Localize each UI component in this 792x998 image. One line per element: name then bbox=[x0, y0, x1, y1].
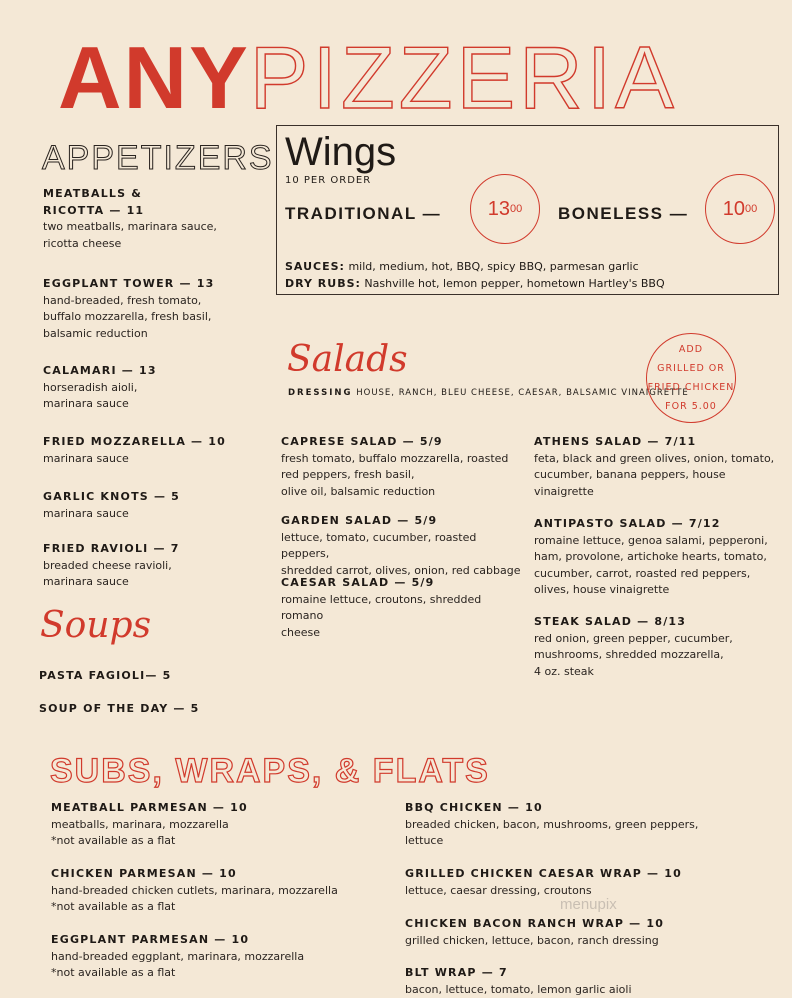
item-desc: mushrooms, shredded mozzarella, bbox=[534, 647, 779, 664]
item-name: BBQ CHICKEN — 10 bbox=[405, 800, 775, 817]
item-desc: grilled chicken, lettuce, bacon, ranch dressing bbox=[405, 933, 775, 950]
item-name: FRIED MOZZARELLA — 10 bbox=[43, 434, 263, 451]
boneless-price: 10 bbox=[723, 198, 745, 221]
menu-item bbox=[43, 363, 263, 413]
item-desc: balsamic reduction bbox=[43, 326, 263, 343]
item-name: GARDEN SALAD — 5/9 bbox=[281, 513, 526, 530]
rubs-list: Nashville hot, lemon pepper, hometown Hartley's BBQ bbox=[364, 277, 664, 290]
rubs-line bbox=[285, 277, 665, 290]
subs-heading: SUBS, WRAPS, & FLATS bbox=[50, 753, 490, 789]
item-desc: hand-breaded, fresh tomato, bbox=[43, 293, 263, 310]
menu-item bbox=[534, 434, 779, 500]
item-desc: marinara sauce bbox=[43, 574, 263, 591]
item-name: CALAMARI — 13 bbox=[43, 363, 263, 380]
item-desc: olive oil, balsamic reduction bbox=[281, 484, 526, 501]
item-name: GARLIC KNOTS — 5 bbox=[43, 489, 263, 506]
item-desc: ham, provolone, artichoke hearts, tomato, bbox=[534, 549, 779, 566]
item-desc: feta, black and green olives, onion, tomato, bbox=[534, 451, 779, 468]
item-desc: red onion, green pepper, cucumber, bbox=[534, 631, 779, 648]
item-desc: *not available as a flat bbox=[51, 899, 391, 916]
dressing-line bbox=[288, 388, 689, 398]
menu-item bbox=[281, 513, 526, 579]
appetizers-heading: APPETIZERS bbox=[42, 140, 274, 176]
traditional-price-circle bbox=[470, 174, 540, 244]
item-name: CHICKEN BACON RANCH WRAP — 10 bbox=[405, 916, 775, 933]
addon-line: FOR 5.00 bbox=[665, 397, 717, 416]
item-desc: hand-breaded chicken cutlets, marinara, mozzarella bbox=[51, 883, 391, 900]
item-name: CAPRESE SALAD — 5/9 bbox=[281, 434, 526, 451]
item-name: BLT WRAP — 7 bbox=[405, 965, 775, 982]
dressing-list: HOUSE, RANCH, BLEU CHEESE, CAESAR, BALSAMIC VINAIGRETTE bbox=[356, 388, 689, 398]
item-desc: cheese bbox=[281, 625, 526, 642]
item-desc: romaine lettuce, croutons, shredded romano bbox=[281, 592, 526, 625]
item-desc: horseradish aioli, bbox=[43, 380, 263, 397]
menu-item bbox=[405, 866, 775, 899]
wings-box bbox=[276, 125, 779, 295]
addon-line: GRILLED OR bbox=[657, 359, 725, 378]
item-name: MEATBALL PARMESAN — 10 bbox=[51, 800, 391, 817]
restaurant-name bbox=[58, 32, 678, 124]
item-desc: cucumber, carrot, roasted red peppers, bbox=[534, 566, 779, 583]
item-name: CAESAR SALAD — 5/9 bbox=[281, 575, 526, 592]
menu-item bbox=[43, 541, 263, 591]
wings-subtitle: 10 PER ORDER bbox=[285, 175, 371, 186]
sauces-list: mild, medium, hot, BBQ, spicy BBQ, parmesan garlic bbox=[348, 260, 638, 273]
menu-item bbox=[534, 516, 779, 599]
sauces-label: SAUCES: bbox=[285, 260, 345, 273]
soups-heading: Soups bbox=[40, 606, 151, 646]
item-desc: buffalo mozzarella, fresh basil, bbox=[43, 309, 263, 326]
item-desc: meatballs, marinara, mozzarella bbox=[51, 817, 391, 834]
item-desc: lettuce, tomato, cucumber, roasted peppers, bbox=[281, 530, 526, 563]
item-name: RICOTTA — 11 bbox=[43, 203, 263, 220]
menu-item bbox=[51, 932, 391, 982]
menu-item bbox=[51, 800, 391, 850]
item-desc: 4 oz. steak bbox=[534, 664, 779, 681]
item-desc: lettuce bbox=[405, 833, 775, 850]
menu-item bbox=[39, 668, 172, 685]
sauces-line bbox=[285, 260, 639, 273]
item-name: ANTIPASTO SALAD — 7/12 bbox=[534, 516, 779, 533]
rubs-label: DRY RUBS: bbox=[285, 277, 361, 290]
item-name: GRILLED CHICKEN CAESAR WRAP — 10 bbox=[405, 866, 775, 883]
item-desc: hand-breaded eggplant, marinara, mozzarella bbox=[51, 949, 391, 966]
item-desc: *not available as a flat bbox=[51, 965, 391, 982]
menu-item bbox=[405, 800, 775, 850]
item-desc: breaded chicken, bacon, mushrooms, green peppers, bbox=[405, 817, 775, 834]
salads-heading: Salads bbox=[287, 340, 408, 380]
wings-heading: Wings bbox=[285, 130, 396, 174]
brand-solid: ANY bbox=[58, 28, 250, 127]
boneless-price-circle bbox=[705, 174, 775, 244]
traditional-label: TRADITIONAL — bbox=[285, 204, 441, 224]
item-name: MEATBALLS & bbox=[43, 186, 263, 203]
item-name: CHICKEN PARMESAN — 10 bbox=[51, 866, 391, 883]
item-name: EGGPLANT PARMESAN — 10 bbox=[51, 932, 391, 949]
traditional-price: 13 bbox=[488, 198, 510, 221]
traditional-cents: 00 bbox=[510, 203, 522, 215]
item-name: FRIED RAVIOLI — 7 bbox=[43, 541, 263, 558]
menu-item bbox=[43, 434, 263, 467]
menu-item bbox=[281, 575, 526, 641]
item-desc: two meatballs, marinara sauce, bbox=[43, 219, 263, 236]
boneless-label: BONELESS — bbox=[558, 204, 688, 224]
menu-item bbox=[51, 866, 391, 916]
menu-item bbox=[43, 489, 263, 522]
menu-item bbox=[534, 614, 779, 680]
menu-item bbox=[405, 916, 775, 949]
brand-outline: PIZZERIA bbox=[250, 28, 678, 127]
menu-item bbox=[43, 276, 263, 342]
item-desc: *not available as a flat bbox=[51, 833, 391, 850]
item-name: ATHENS SALAD — 7/11 bbox=[534, 434, 779, 451]
boneless-cents: 00 bbox=[745, 203, 757, 215]
dressing-label: DRESSING bbox=[288, 388, 353, 398]
chicken-addon-badge bbox=[646, 333, 736, 423]
menu-item bbox=[281, 434, 526, 500]
item-desc: breaded cheese ravioli, bbox=[43, 558, 263, 575]
menu-item bbox=[43, 186, 263, 252]
item-desc: cucumber, banana peppers, house bbox=[534, 467, 779, 484]
item-desc: shredded carrot, olives, onion, red cabbage bbox=[281, 563, 526, 580]
item-desc: red peppers, fresh basil, bbox=[281, 467, 526, 484]
item-desc: marinara sauce bbox=[43, 396, 263, 413]
addon-line: ADD bbox=[679, 340, 703, 359]
item-desc: ricotta cheese bbox=[43, 236, 263, 253]
menu-item bbox=[39, 701, 200, 718]
item-desc: fresh tomato, buffalo mozzarella, roasted bbox=[281, 451, 526, 468]
item-desc: olives, house vinaigrette bbox=[534, 582, 779, 599]
addon-line: FRIED CHICKEN bbox=[648, 378, 735, 397]
item-name: SOUP OF THE DAY — 5 bbox=[39, 701, 200, 718]
item-desc: marinara sauce bbox=[43, 451, 263, 468]
item-desc: lettuce, caesar dressing, croutons bbox=[405, 883, 775, 900]
item-desc: bacon, lettuce, tomato, lemon garlic aioli bbox=[405, 982, 775, 998]
item-desc: romaine lettuce, genoa salami, pepperoni, bbox=[534, 533, 779, 550]
item-name: EGGPLANT TOWER — 13 bbox=[43, 276, 263, 293]
item-name: PASTA FAGIOLI— 5 bbox=[39, 668, 172, 685]
watermark: menupix bbox=[560, 896, 617, 913]
item-desc: vinaigrette bbox=[534, 484, 779, 501]
item-desc: marinara sauce bbox=[43, 506, 263, 523]
item-name: STEAK SALAD — 8/13 bbox=[534, 614, 779, 631]
menu-item bbox=[405, 965, 775, 998]
